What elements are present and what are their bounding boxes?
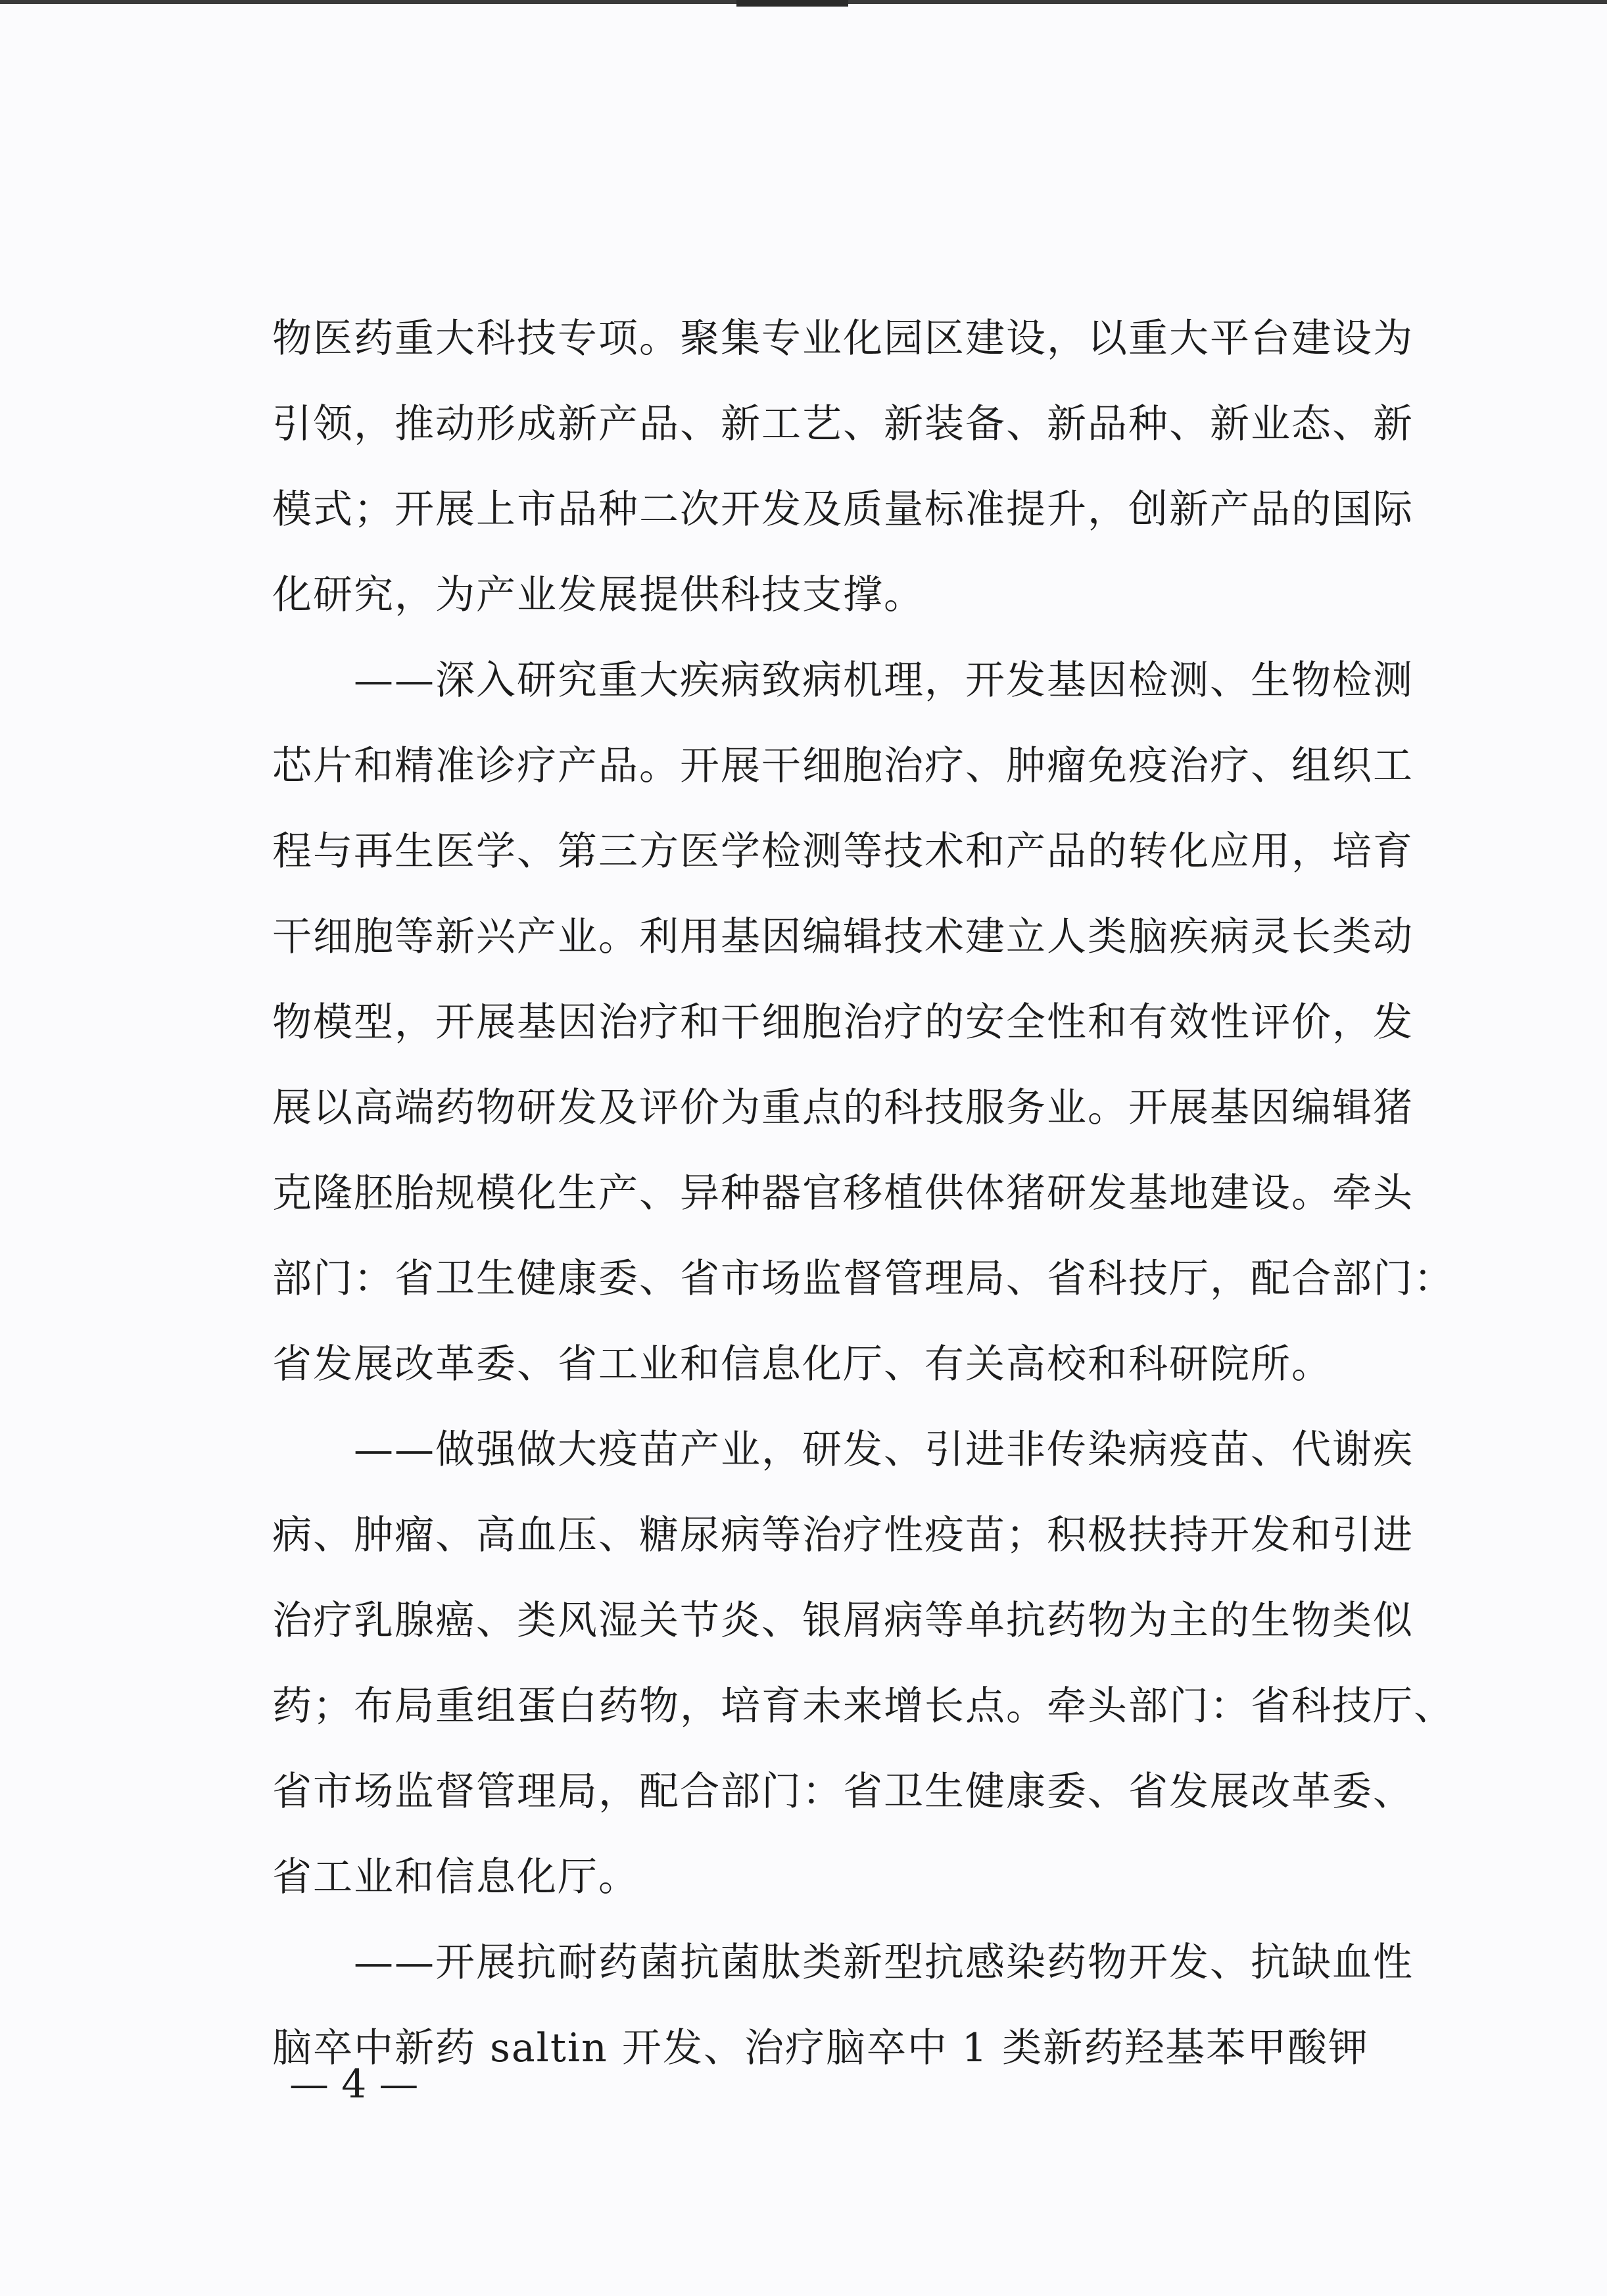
text-line: 省发展改革委、省工业和信息化厅、有关高校和科研院所。 xyxy=(272,1341,1332,1387)
page-number: — 4 — xyxy=(289,2061,419,2107)
text-line: 物模型，开展基因治疗和干细胞治疗的安全性和有效性评价，发 xyxy=(272,999,1414,1045)
document-body xyxy=(272,296,1495,2091)
paragraph-start-line: ——深入研究重大疾病致病机理，开发基因检测、生物检测 xyxy=(354,658,1414,704)
text-line: 脑卒中新药 saltin 开发、治疗脑卒中 1 类新药羟基苯甲酸钾 xyxy=(272,2025,1370,2071)
text-line: 治疗乳腺癌、类风湿关节炎、银屑病等单抗药物为主的生物类似 xyxy=(272,1598,1414,1644)
text-line: 模式；开展上市品种二次开发及质量标准提升，创新产品的国际 xyxy=(272,487,1414,533)
text-line: 程与再生医学、第三方医学检测等技术和产品的转化应用，培育 xyxy=(272,828,1414,874)
paragraph-start-line: ——做强做大疫苗产业，研发、引进非传染病疫苗、代谢疾 xyxy=(354,1427,1414,1473)
text-line: 部门：省卫生健康委、省市场监督管理局、省科技厅，配合部门： xyxy=(272,1256,1454,1302)
text-line: 展以高端药物研发及评价为重点的科技服务业。开展基因编辑猪 xyxy=(272,1085,1414,1131)
text-line: 克隆胚胎规模化生产、异种器官移植供体猪研发基地建设。牵头 xyxy=(272,1170,1414,1216)
text-line: 药；布局重组蛋白药物，培育未来增长点。牵头部门：省科技厅、 xyxy=(272,1683,1454,1729)
text-line: 省工业和信息化厅。 xyxy=(272,1854,639,1900)
text-line: 引领，推动形成新产品、新工艺、新装备、新品种、新业态、新 xyxy=(272,401,1414,447)
text-line: 化研究，为产业发展提供科技支撑。 xyxy=(272,572,924,618)
text-line: 干细胞等新兴产业。利用基因编辑技术建立人类脑疾病灵长类动 xyxy=(272,914,1414,960)
text-line: 物医药重大科技专项。聚集专业化园区建设，以重大平台建设为 xyxy=(272,316,1414,362)
scan-top-mark xyxy=(736,0,848,7)
paragraph-start-line: ——开展抗耐药菌抗菌肽类新型抗感染药物开发、抗缺血性 xyxy=(354,1940,1414,1986)
text-line: 芯片和精准诊疗产品。开展干细胞治疗、肿瘤免疫治疗、组织工 xyxy=(272,743,1414,789)
text-line: 省市场监督管理局，配合部门：省卫生健康委、省发展改革委、 xyxy=(272,1769,1414,1815)
text-line: 病、肿瘤、高血压、糖尿病等治疗性疫苗；积极扶持开发和引进 xyxy=(272,1512,1414,1558)
